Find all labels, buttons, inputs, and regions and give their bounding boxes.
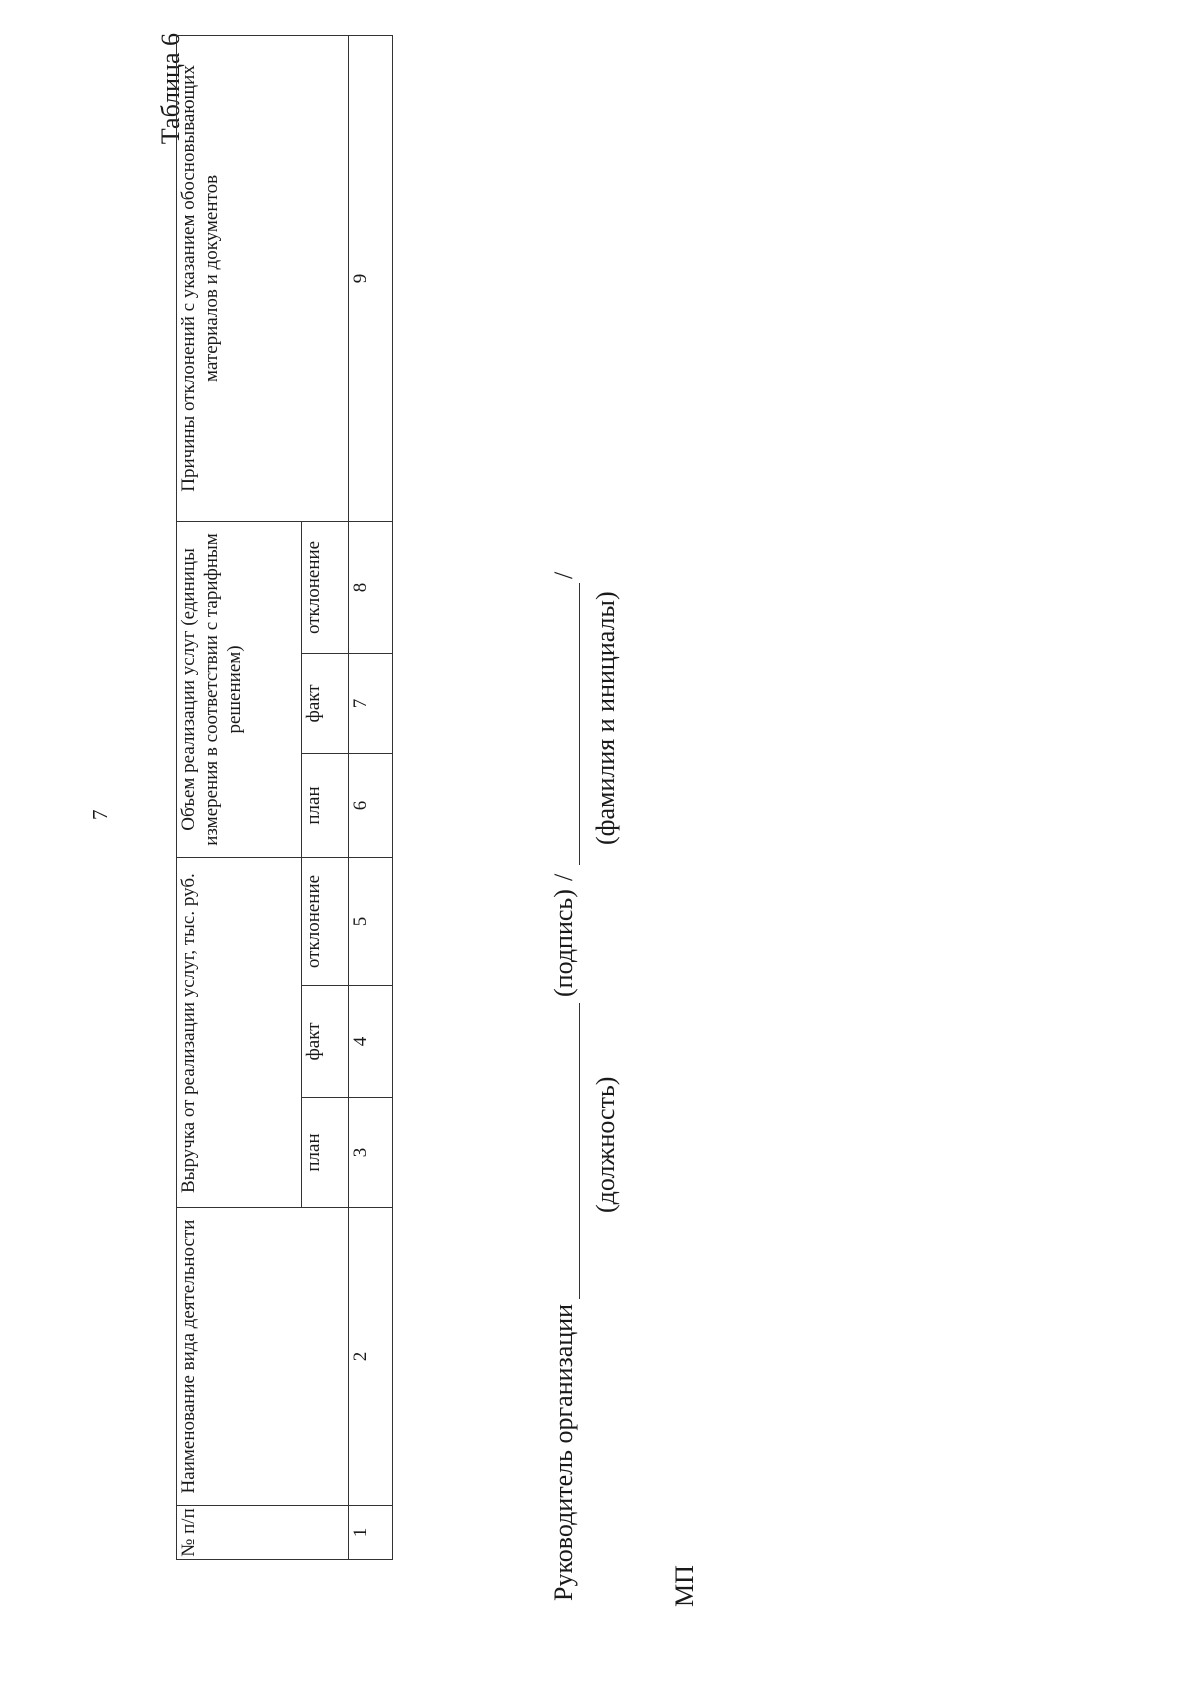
position-blank-line <box>579 1003 580 1299</box>
column-number: 6 <box>349 753 393 857</box>
column-number: 5 <box>349 857 393 985</box>
subheader-revenue-plan: план <box>302 1098 349 1208</box>
subheader-revenue-fact: факт <box>302 986 349 1098</box>
head-label: Руководитель организации <box>549 1303 578 1601</box>
signature-hints <box>589 41 629 1601</box>
column-number: 2 <box>349 1208 393 1506</box>
header-reasons: Причины отклонений с указанием обосновывающих материалов и документов <box>177 35 349 521</box>
table-caption: Таблица 6 <box>156 33 185 145</box>
column-number: 1 <box>349 1506 393 1560</box>
subheader-volume-plan: план <box>302 753 349 857</box>
header-number: № п/п <box>177 1506 349 1560</box>
name-separator: / <box>549 571 578 579</box>
table-header-row <box>177 35 302 1559</box>
subheader-volume-fact: факт <box>302 653 349 753</box>
signature-hint: (подпись) <box>549 889 578 997</box>
signature-line <box>549 41 589 1601</box>
column-number: 9 <box>349 35 393 521</box>
column-number: 8 <box>349 521 393 653</box>
column-number-row <box>349 35 393 1559</box>
signature-block <box>549 41 629 1601</box>
subheader-revenue-deviation: отклонение <box>302 857 349 985</box>
page-number: 7 <box>88 809 112 820</box>
stamp-placeholder: МП <box>670 1565 699 1607</box>
column-number: 3 <box>349 1098 393 1208</box>
name-blank-line <box>579 583 580 865</box>
position-hint: (должность) <box>591 1076 620 1213</box>
column-number: 7 <box>349 653 393 753</box>
signature-separator: / <box>549 873 578 881</box>
header-volume: Объем реализации услуг (единицы измерения в соответствии с тарифным решением) <box>177 521 302 857</box>
column-number: 4 <box>349 986 393 1098</box>
header-activity-name: Наименование вида деятельности <box>177 1208 349 1506</box>
name-hint: (фамилия и инициалы) <box>591 591 620 845</box>
header-revenue: Выручка от реализации услуг, тыс. руб. <box>177 857 302 1207</box>
subheader-volume-deviation: отклонение <box>302 521 349 653</box>
report-table <box>176 35 393 1560</box>
